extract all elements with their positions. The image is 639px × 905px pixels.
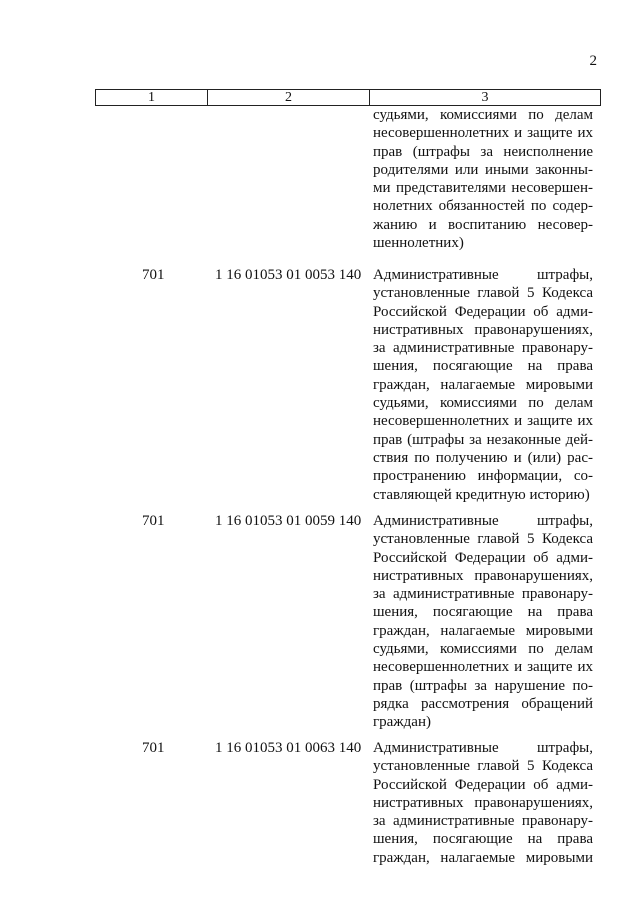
continuation-description <box>373 106 593 252</box>
description-line: Российской Федерации об адми- <box>373 776 593 793</box>
description-line: прав (штрафы за нарушение по- <box>373 677 593 694</box>
description-line: установленные главой 5 Кодекса <box>373 531 593 548</box>
description-line: шения, посягающие на права <box>373 604 593 621</box>
description-line: за административные правонару- <box>373 813 593 830</box>
table-header-cell-2: 2 <box>208 90 370 105</box>
row-kbk: 1 16 01053 01 0063 140 <box>215 740 362 756</box>
description-line: несовершеннолетних и защите их <box>373 659 593 676</box>
description-line: Российской Федерации об адми- <box>373 303 593 320</box>
description-line: установленные главой 5 Кодекса <box>373 285 593 302</box>
row-description <box>373 266 593 504</box>
description-line: за административные правонару- <box>373 340 593 357</box>
description-line: Административные штрафы, <box>373 267 593 283</box>
row-description <box>373 739 593 867</box>
description-line: жанию и воспитанию несовер- <box>373 216 593 233</box>
row-code: 701 <box>142 513 165 529</box>
description-line: нистративных правонарушениях, <box>373 321 593 338</box>
description-line: пространению информации, со- <box>373 468 593 485</box>
description-line: прав (штрафы за незаконные дей- <box>373 431 593 448</box>
description-line: родителями или иными законны- <box>373 161 593 178</box>
description-line: ствия по получению и (или) рас- <box>373 449 593 466</box>
description-line: граждан) <box>373 714 431 731</box>
description-line: нистративных правонарушениях, <box>373 794 593 811</box>
description-line: судьями, комиссиями по делам <box>373 395 593 412</box>
description-line: ставляющей кредитную историю) <box>373 486 590 503</box>
description-line: прав (штрафы за неисполнение <box>373 143 593 160</box>
table-header-cell-1: 1 <box>96 90 208 105</box>
description-line: нолетних обязанностей по содер- <box>373 198 593 215</box>
description-line: судьями, комиссиями по делам <box>373 107 593 123</box>
description-line: установленные главой 5 Кодекса <box>373 758 593 775</box>
description-line: граждан, налагаемые мировыми <box>373 376 593 393</box>
description-line: за административные правонару- <box>373 586 593 603</box>
description-line: Административные штрафы, <box>373 513 593 529</box>
page-number: 2 <box>589 53 597 69</box>
description-line: шеннолетних) <box>373 235 464 252</box>
row-code: 701 <box>142 267 165 283</box>
description-line: шения, посягающие на права <box>373 831 593 848</box>
description-line: нистративных правонарушениях, <box>373 567 593 584</box>
row-description <box>373 512 593 732</box>
description-line: шения, посягающие на права <box>373 358 593 375</box>
description-line: Административные штрафы, <box>373 740 593 756</box>
description-line: рядка рассмотрения обращений <box>373 695 593 712</box>
row-code: 701 <box>142 740 165 756</box>
table-header <box>95 89 601 106</box>
description-line: граждан, налагаемые мировыми <box>373 622 593 639</box>
description-line: судьями, комиссиями по делам <box>373 641 593 658</box>
description-line: Российской Федерации об адми- <box>373 549 593 566</box>
row-kbk: 1 16 01053 01 0053 140 <box>215 267 362 283</box>
description-line: несовершеннолетних и защите их <box>373 125 593 142</box>
row-kbk: 1 16 01053 01 0059 140 <box>215 513 362 529</box>
description-line: ми представителями несовершен- <box>373 180 593 197</box>
description-line: граждан, налагаемые мировыми <box>373 849 593 866</box>
description-line: несовершеннолетних и защите их <box>373 413 593 430</box>
table-header-cell-3: 3 <box>481 90 489 105</box>
